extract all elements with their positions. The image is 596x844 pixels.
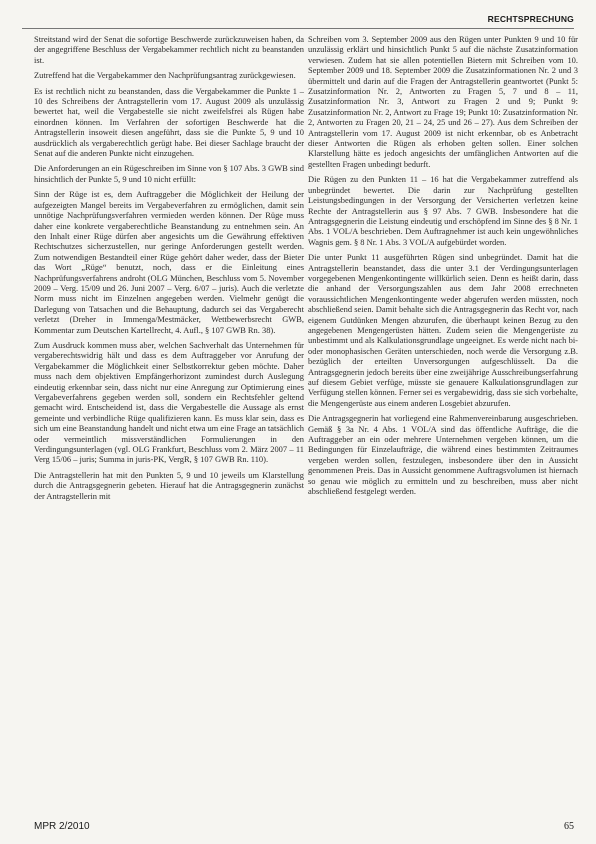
paragraph: Die Anforderungen an ein Rügeschreiben im Sinne von § 107 Abs. 3 GWB sind hinsichtlich der Punkte 5, 9 und 10 nicht erfüllt: xyxy=(34,163,304,184)
paragraph: Die Antragstellerin hat mit den Punkten 5, 9 und 10 jeweils um Klarstellung durch die Antragsgegnerin gebeten. Hierauf hat die Antragsgegnerin zunächst der Antragstellerin mit xyxy=(34,469,304,501)
page-number: 65 xyxy=(564,821,574,832)
right-column xyxy=(308,34,578,822)
section-header: RECHTSPRECHUNG xyxy=(487,14,574,24)
journal-issue: MPR 2/2010 xyxy=(34,821,90,832)
paragraph: Schreiben vom 3. September 2009 aus den Rügen unter Punkten 9 und 10 für unzulässig erklärt und hinsichtlich Punkt 5 auf die nächste Zusatzinformation verwiesen. Zudem hat sie allen potentiellen Bietern mit Schreiben vom 10. September 2009 und 18. September 2009 die Zusatzinformationen Nr. 2 und 3 übermittelt und darin auf die Fragen der Antragstellerin geantwortet (Punkt 5: Zusatzinformation Nr. 2, Antworten zu Fragen 5, 7 und 8 – 11, Zusatzinformation Nr. 3, Antwort zu Fragen 2 und 9; Punkt 9: Zusatzinformation Nr. 2, Antwort zu Frage 19; Punkt 10: Zusatzinformation Nr. 2, Antworten zu Fragen 20, 21 – 24, 25 und 26 – 27). Aus dem Schreiben der Antragstellerin vom 17. August 2009 ist nicht erkennbar, ob es Anbetracht dieser Antworten die Rügen als erhoben gelten sollen. Einer solchen Klarstellung hätte es jedoch angesichts der umfänglichen Antworten auf die gestellten Fragen unbedingt bedurft. xyxy=(308,34,578,169)
paragraph: Die Rügen zu den Punkten 11 – 16 hat die Vergabekammer zutreffend als unbegründet bewertet. Die darin zur Nachprüfung gestellten Leistungsbedingungen in der Versorgung der Versicherten verletzen keine Rechte der Antragstellerin aus § 97 Abs. 7 GWB. Insbesondere hat die Antragsgegnerin die Leistung eindeutig und erschöpfend im Sinne des § 8 Nr. 1 Abs. 1 VOL/A beschrieben. Dem Auftragnehmer ist auch kein ungewöhnliches Wagnis gem. § 8 Nr. 1 Abs. 3 VOL/A aufgebürdet worden. xyxy=(308,174,578,247)
paragraph: Sinn der Rüge ist es, dem Auftraggeber die Möglichkeit der Heilung der aufgezeigten Mangel bereits im Vergabeverfahren zu ermöglichen, damit sein unnötige Nachprüfungsverfahren vermieden werden können. Der Rüge muss daher eine konkrete vergaberechtliche Beanstandung zu entnehmen sein. An den Inhalt einer Rüge dürfen aber angesichts um die Gewährung effektiven Rechtschutzes sicherzustellen, nur geringe Anforderungen gestellt werden. Zum notwendigen Bestandteil einer Rüge gehört daher weder, dass der Bieter das Wort „Rüge“ benutzt, noch, dass er die Einleitung eines Nachprüfungsverfahrens androht (OLG München, Beschluss vom 5. November 2009 – Verg. 15/09 und 26. Juni 2007 – Verg. 6/07 – juris). Auch die verletzte Norm muss nicht im Einzelnen angegeben werden. Vielmehr genügt die Darlegung von Tatsachen und die Behauptung, dadurch sei das Vergaberecht verletzt (Dreher in Immenga/Mestmäcker, Wettbewerbsrecht GWB, Kommentar zum Deutschen Kartellrecht, 4. Aufl., § 107 GWB Rn. 38). xyxy=(34,189,304,335)
paragraph: Zutreffend hat die Vergabekammer den Nachprüfungsantrag zurückgewiesen. xyxy=(34,70,296,81)
paragraph: Die unter Punkt 11 ausgeführten Rügen sind unbegründet. Damit hat die Antragstellerin beanstandet, dass die unter 3.1 der Verdingungsunterlagen vorgegebenen Mengenkontingente willkürlich seien. Denn es heißt darin, dass die anhand der Versorgungszahlen aus dem Jahr 2008 errechneten voraussichtlichen Mengenkontingente weder abgerufen werden müssten, noch abschließend seien. Damit behalte sich die Antragsgegnerin das Recht vor, nach eigenem Gutdünken Mengen abzurufen, die überhaupt keinen Bezug zu den angegebenen Mengengerüsten hätten. Zudem seien die Mengengerüste zu unbestimmt und als Kalkulationsgrundlage ungeeignet. Es werde nicht nach bi- oder monophasischen Geräten unterschieden, noch werde die Versorgung z.B. bezüglich der erteilten Unversorgungen aufgeschlüsselt. Da die Antragsgegnerin jedoch bereits über eine zweijährige Ausschreibungserfahrung auf diesem Gebiet verfüge, müsste sie genauere Kalkulationsgrundlagen zur Verfügung stellen können. Ferner sei es vergabewidrig, dass sie sich vorbehalte, die Mengengerüste aus einem anderen Losgebiet abzurufen. xyxy=(308,252,578,408)
paragraph: Zum Ausdruck kommen muss aber, welchen Sachverhalt das Unternehmen für vergaberechtswidrig hält und dass es dem Auftraggeber vor Anrufung der Vergabekammer die Möglichkeit einer Selbstkorrektur geben möchte. Daher muss nach dem objektiven Empfängerhorizont zumindest durch Auslegung eindeutig erkennbar sein, dass nicht nur eine Anregung zur Optimierung eines Vergabeverfahrens gegeben werden soll, sondern ein Rechtsfehler geltend gemacht wird. Entscheidend ist, dass die Vergabestelle die Aussage als ernst gemeinte und verbindliche Rüge qualifizieren kann. Es muss klar sein, dass es sich um eine Beanstandung handelt und nicht etwa um eine Frage an tatsächlich oder vermeintlich missverständlichen Formulierungen in den Verdingungsunterlagen (vgl. OLG Frankfurt, Beschluss vom 2. März 2007 – 11 Verg 15/06 – juris; Summa in juris-PK, VergR, § 107 GWB Rn. 110). xyxy=(34,339,304,465)
left-column xyxy=(34,34,304,822)
paragraph: Die Antragsgegnerin hat vorliegend eine Rahmenvereinbarung ausgeschrieben. Gemäß § 3a Nr. 4 Abs. 1 VOL/A sind das öffentliche Aufträge, die die Auftraggeber an ein oder mehrere Unternehmen vergeben können, um die Bedingungen für Einzelaufträge, die während eines bestimmten Zeitraumes vergeben werden sollen, festzulegen, insbesondere über den in Aussicht genommenen Preis. Das in Aussicht genommene Auftragsvolumen ist hiernach so genau wie möglich zu ermitteln und zu beschreiben, muss aber nicht abschließend festgelegt werden. xyxy=(308,413,578,497)
paragraph: Es ist rechtlich nicht zu beanstanden, dass die Vergabekammer die Punkte 1 – 10 des Schreibens der Antragstellerin vom 17. August 2009 als unzulässig bewertet hat, weil die Vergabestelle sie nicht zweifelsfrei als Rügen habe einordnen können. Im Verfahren der sofortigen Beschwerde hat die Antragstellerin insoweit diesen angeführt, dass sie die Punkte 5, 9 und 10 ausdrücklich als vergaberechtlich gerügt habe. Bei dieser Sachlage braucht der Senat auf die anderen Punkte nicht einzugehen. xyxy=(34,85,304,159)
paragraph: Streitstand wird der Senat die sofortige Beschwerde zurückzuweisen haben, da der angegriffene Beschluss der Vergabekammer rechtlich nicht zu beanstanden ist. xyxy=(34,34,304,65)
header-rule xyxy=(22,28,574,29)
